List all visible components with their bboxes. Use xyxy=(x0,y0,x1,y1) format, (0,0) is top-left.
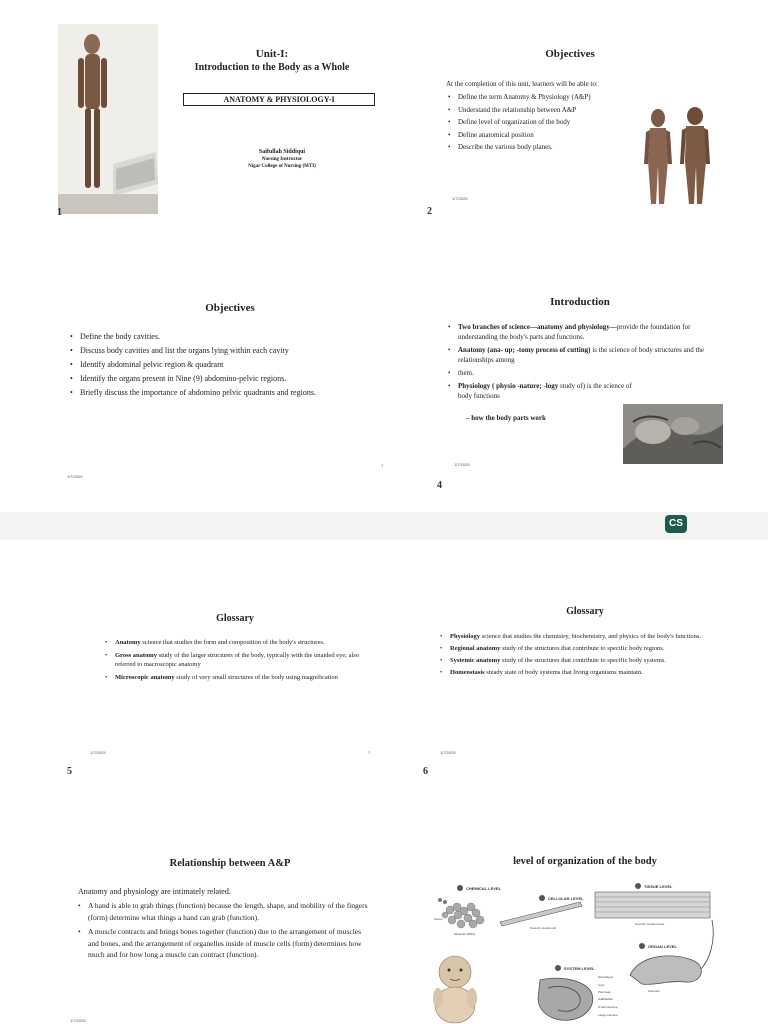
organism-baby-illustration xyxy=(433,956,477,1023)
list-item xyxy=(448,345,723,365)
list-item: • Identify the organs present in Nine (9) abdomino-pelvic regions. xyxy=(70,373,370,384)
relationship-list xyxy=(78,900,370,961)
college-name: Nigar College of Nursing (MTI) xyxy=(248,164,316,169)
emphasis-text: Anatomy (ana- up; -tomy process of cutting) xyxy=(458,346,591,354)
diagram-label: Liver xyxy=(598,983,605,987)
diagram-label: Pancreas xyxy=(598,990,611,994)
slide-3 xyxy=(55,295,395,495)
presentation-title: Introduction to the Body as a Whole xyxy=(194,62,350,73)
list-item-text: provide the foundation for understanding the body's parts and functions. xyxy=(458,323,691,341)
glossary-definition: science that studies the form and composition of the body's structures. xyxy=(140,639,325,646)
glossary-definition: study of the structures that contribute to specific body regions. xyxy=(500,645,665,652)
glossary-term: Microscopic anatomy xyxy=(115,674,175,681)
diagram-label: CELLULAR LEVEL xyxy=(548,896,584,901)
slide-1 xyxy=(52,14,382,214)
slide-7 xyxy=(70,850,390,1024)
list-item xyxy=(448,381,643,401)
unit-label: Unit-I: xyxy=(255,48,289,60)
slide-title: Glossary xyxy=(566,606,604,617)
slide-date: 1/7/2025 xyxy=(90,750,106,755)
diagram-label: Gallbladder xyxy=(598,997,614,1001)
scanner-badge: CS xyxy=(665,515,687,533)
list-item: • them. xyxy=(448,368,723,378)
anatomy-illustration xyxy=(623,404,723,464)
slide-title: Glossary xyxy=(216,613,254,624)
list-item: • Define level of organization of the body xyxy=(448,116,648,129)
slide-date: 1/7/2025 xyxy=(70,1018,86,1023)
list-item xyxy=(105,651,375,669)
human-figure-image xyxy=(58,24,158,214)
slide-2 xyxy=(440,40,720,210)
slide-6 xyxy=(440,600,730,760)
glossary-term: Systemic anatomy xyxy=(450,657,501,664)
list-item xyxy=(440,644,725,653)
page-mark: 3 xyxy=(381,463,383,468)
relationship-intro: Anatomy and physiology are intimately related. xyxy=(78,887,231,896)
slide-title: level of organization of the body xyxy=(513,856,657,867)
objectives-list xyxy=(70,331,370,398)
slide-date: 1/7/2025 xyxy=(67,474,83,479)
glossary-term: Anatomy xyxy=(115,639,141,646)
author-name: Saifullah Siddiqui xyxy=(258,149,306,155)
list-item xyxy=(440,668,725,677)
diagram-label: Molecule (DNA) xyxy=(454,932,476,936)
list-item xyxy=(440,632,725,641)
glossary-list xyxy=(440,632,725,677)
slide-number: 2 xyxy=(427,206,432,217)
list-item: • A hand is able to grab things (function) because the length, shape, and mobility of the fingers (form) determine what things a hand can grab (function). xyxy=(78,900,370,923)
diagram-label: Atoms xyxy=(434,917,443,921)
list-item: • Define the term Anatomy & Physiology (A&P) xyxy=(448,91,648,104)
slide-title: Relationship between A&P xyxy=(169,858,291,869)
glossary-term: Gross anatomy xyxy=(115,652,157,659)
slide-date: 1/7/2025 xyxy=(454,462,470,467)
list-item: • Define the body cavities. xyxy=(70,331,370,342)
diagram-label: CHEMICAL LEVEL xyxy=(466,886,502,891)
slide-number: 6 xyxy=(423,766,428,777)
introduction-list xyxy=(448,322,723,401)
list-item: • Briefly discuss the importance of abdomino pelvic quadrants and regions. xyxy=(70,387,370,398)
glossary-definition: study of very small structures of the body using magnification xyxy=(174,674,338,681)
glossary-term: Regional anatomy xyxy=(450,645,501,652)
objectives-list xyxy=(448,91,648,154)
list-item-text: study of) is the science of body functions xyxy=(458,382,632,400)
glossary-definition: study of the larger structures of the body, typically with the unaided eye; also referred to macroscopic anatomy xyxy=(115,652,360,668)
slide-title: Objectives xyxy=(545,48,595,60)
slide-4 xyxy=(440,292,725,470)
list-item: • Discuss body cavities and list the organs lying within each cavity xyxy=(70,345,370,356)
diagram-label: Large intestine xyxy=(598,1013,618,1017)
diagram-label: Smooth muscle cell xyxy=(530,926,557,930)
slide-title: Objectives xyxy=(205,302,255,314)
list-item xyxy=(105,673,375,682)
list-item: • A muscle contracts and brings bones together (function) due to the arrangement of muscles and bones, and the arrangement of organelles inside of muscle cells (form) determines how much and for how long a muscle can contract (function). xyxy=(78,926,370,961)
slide-date: 1/7/2025 xyxy=(452,196,468,201)
list-item xyxy=(448,322,723,342)
list-item: • Understand the relationship between A&P xyxy=(448,104,648,117)
emphasis-text: Two branches of science—anatomy and physiology— xyxy=(458,323,617,331)
slide-number: 1 xyxy=(57,207,62,218)
page-mark: 5 xyxy=(368,750,370,755)
glossary-definition: study of the structures that contribute to specific body systems. xyxy=(500,657,666,664)
diagram-label: Smooth muscle tissue xyxy=(635,922,665,926)
sub-point: – how the body parts work xyxy=(466,414,546,422)
glossary-term: Homeostasis xyxy=(450,669,485,676)
list-item xyxy=(440,656,725,665)
emphasis-text: Physiology ( physio -nature; -logy xyxy=(458,382,559,390)
list-item xyxy=(105,638,375,647)
slide-date: 1/7/2025 xyxy=(440,750,456,755)
slide-title: Introduction xyxy=(550,296,610,308)
organization-levels-diagram xyxy=(430,880,720,1024)
glossary-term: Physiology xyxy=(450,633,480,640)
list-item: • Define anatomical position xyxy=(448,129,648,142)
diagram-label: ORGAN LEVEL xyxy=(648,944,677,949)
list-item-text: is the science of body structures and the relationships among xyxy=(458,346,705,364)
objectives-intro: At the completion of this unit, learners will be able to: xyxy=(446,80,598,88)
slide-number: 4 xyxy=(437,480,442,491)
diagram-label: SYSTEM LEVEL xyxy=(564,966,595,971)
list-item: • Identify abdominal pelvic region & quadrant xyxy=(70,359,370,370)
diagram-label: Stomach xyxy=(648,989,660,993)
course-name-box: ANATOMY & PHYSIOLOGY-I xyxy=(183,93,375,106)
human-couple-image xyxy=(640,106,720,206)
diagram-label: Esophagus xyxy=(598,975,614,979)
slide-number: 5 xyxy=(67,766,72,777)
diagram-label: TISSUE LEVEL xyxy=(644,884,673,889)
slide-5 xyxy=(85,605,385,760)
list-item: • Describe the various body planes. xyxy=(448,141,648,154)
author-role: Nursing Instructor xyxy=(261,157,303,162)
diagram-label: Small intestine xyxy=(598,1005,618,1009)
glossary-definition: steady state of body systems that living organisms maintain. xyxy=(484,669,643,676)
glossary-definition: science that studies the chemistry, biochemistry, and physics of the body's functions. xyxy=(479,633,702,640)
glossary-list xyxy=(105,638,375,682)
slide-8 xyxy=(425,850,725,1024)
